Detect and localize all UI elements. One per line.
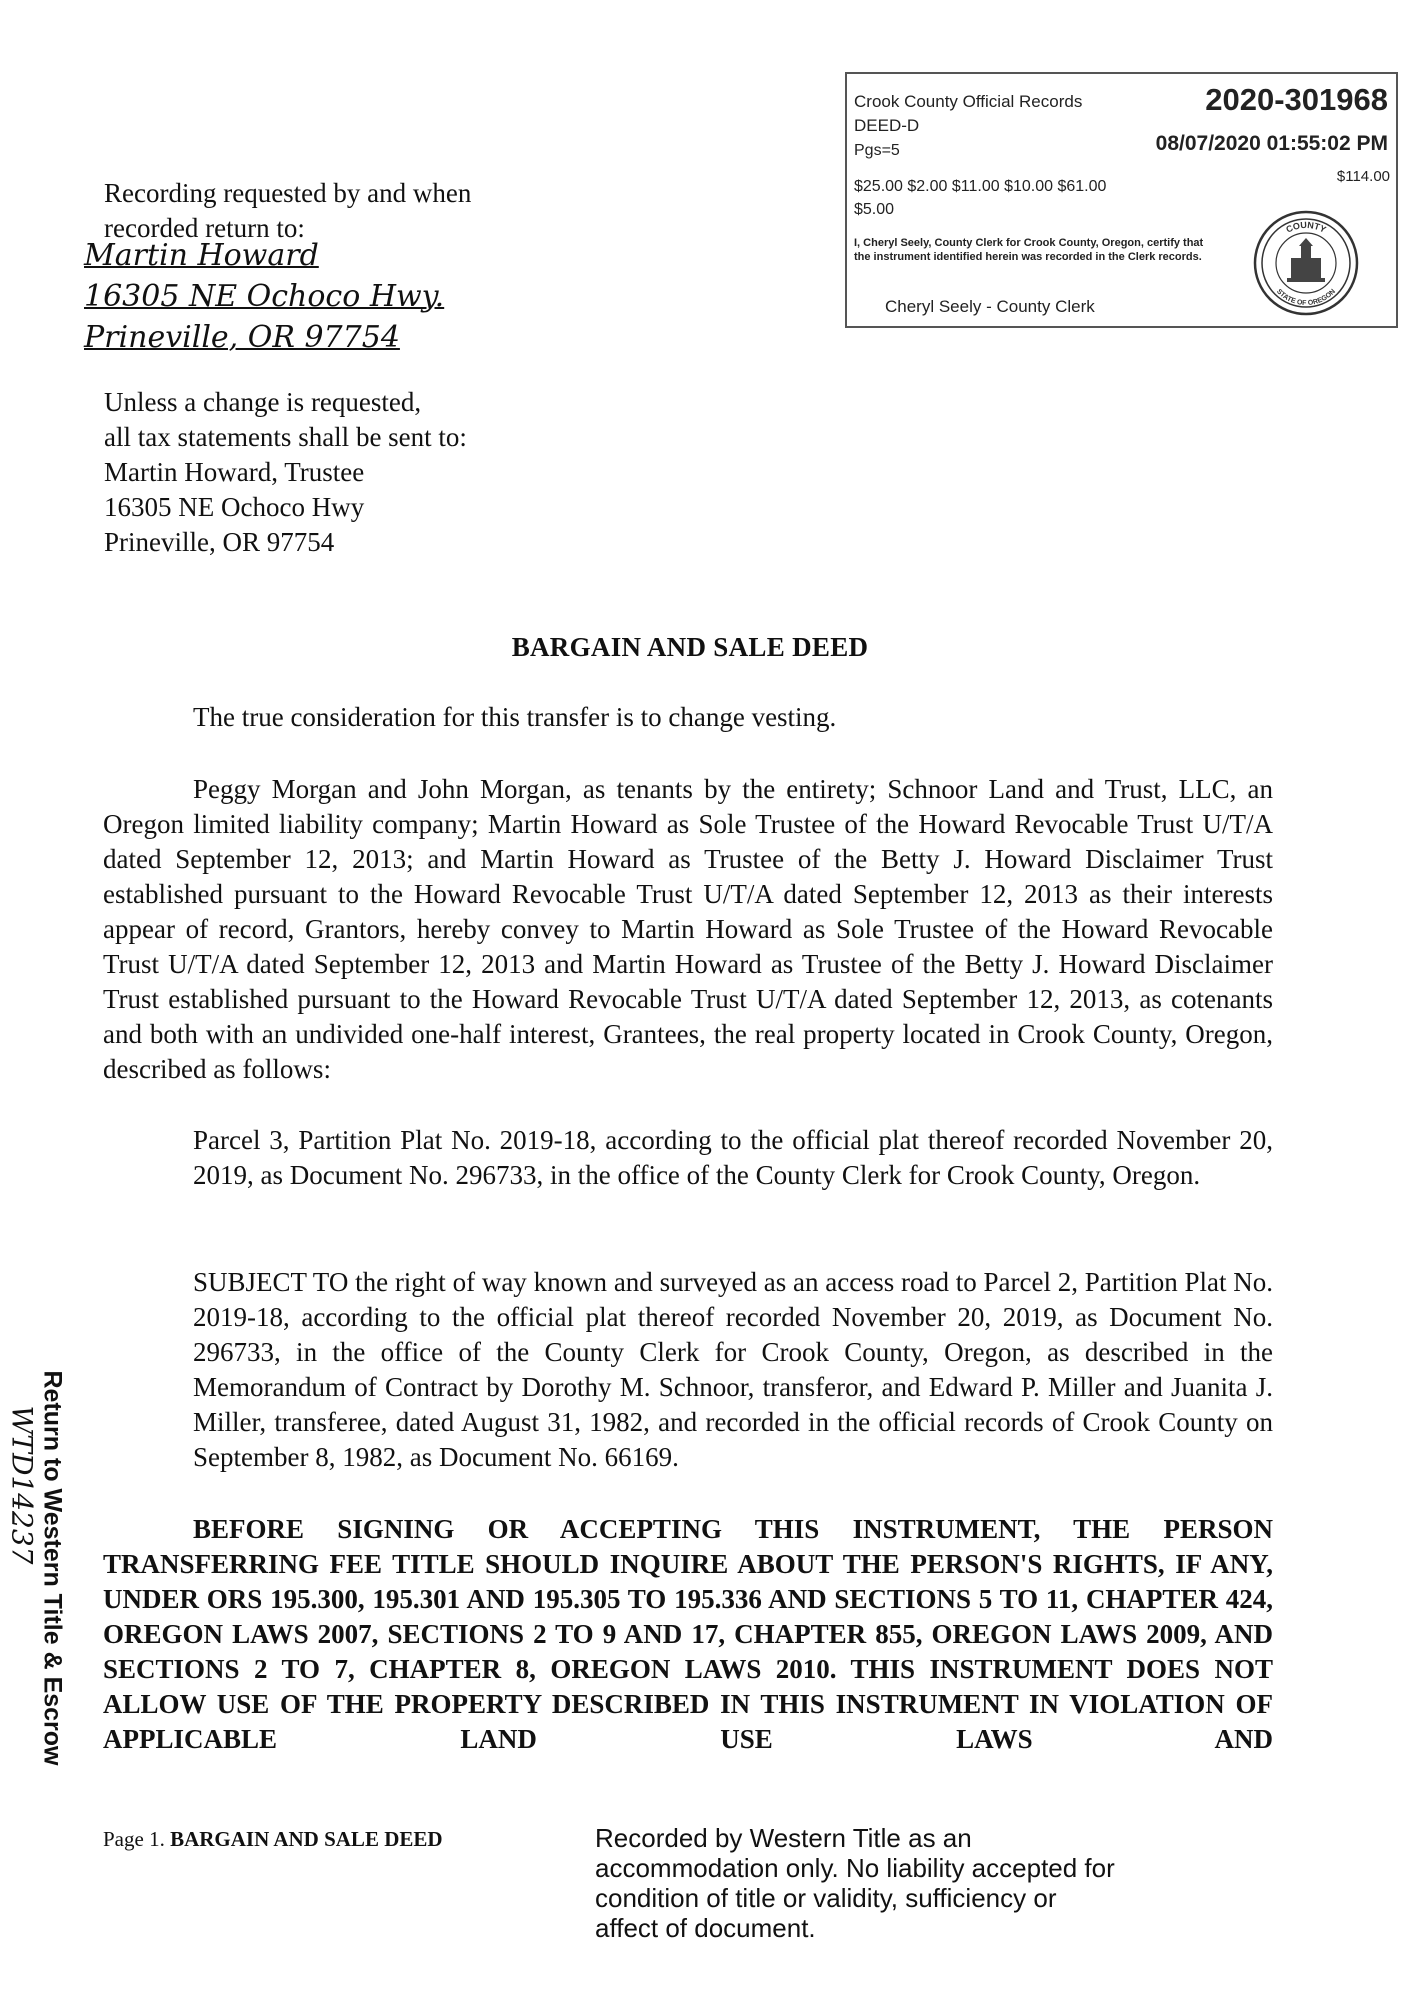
tax-line2: all tax statements shall be sent to: bbox=[104, 422, 467, 452]
county-seal-icon bbox=[1253, 210, 1359, 316]
recording-fees-extra: $5.00 bbox=[854, 201, 895, 218]
page-number: Page 1. bbox=[103, 1827, 165, 1851]
accommodation-stamp: Recorded by Western Title as an accommodation only. No liability accepted for condition of title or validity, sufficiency or affect of document. bbox=[595, 1823, 1115, 1943]
tax-line1: Unless a change is requested, bbox=[104, 387, 422, 417]
return-label-line1: Recording requested by and when bbox=[104, 178, 472, 208]
recording-office: Crook County Official Records bbox=[854, 92, 1083, 111]
recording-datetime: 08/07/2020 01:55:02 PM bbox=[1155, 132, 1388, 155]
document-type: DEED-D bbox=[854, 116, 920, 135]
page-count: Pgs=5 bbox=[854, 142, 900, 159]
handwritten-city: Prineville, OR 97754 bbox=[84, 320, 400, 355]
consideration-statement: The true consideration for this transfer is to change vesting. bbox=[193, 702, 837, 732]
svg-text:STATE OF OREGON bbox=[1275, 288, 1337, 307]
handwritten-file-number bbox=[2, 1385, 42, 1585]
margin-stamp-text: Return to Western Title & Escrow bbox=[38, 1370, 67, 1766]
footer-title: BARGAIN AND SALE DEED bbox=[170, 1827, 443, 1851]
file-number-text: WTD14237 bbox=[5, 1405, 39, 1565]
subject-to-paragraph: SUBJECT TO the right of way known and surveyed as an access road to Parcel 2, Partition Plat No. 2019-18, according to the official plat thereof recorded November 20, 2019, as Document No. 296733, in the office of the County Clerk for Crook County, Oregon, as described in the Memorandum of Contract by Dorothy M. Schnoor, transferor, and Edward P. Miller and Juanita J. Miller, transferee, dated August 31, 1982, and recorded in the official records of Crook County on September 8, 1982, as Document No. 66169. bbox=[193, 1267, 1273, 1472]
seal-bottom-text: STATE OF OREGON bbox=[1275, 288, 1337, 308]
tax-address2: Prineville, OR 97754 bbox=[104, 527, 335, 557]
tax-name: Martin Howard, Trustee bbox=[104, 457, 365, 487]
tax-address1: 16305 NE Ochoco Hwy bbox=[104, 492, 365, 522]
document-title: BARGAIN AND SALE DEED bbox=[511, 632, 869, 662]
clerk-name: Cheryl Seely - County Clerk bbox=[885, 297, 1095, 316]
recording-stamp bbox=[845, 72, 1398, 328]
ors-warning-paragraph: BEFORE SIGNING OR ACCEPTING THIS INSTRUMENT, THE PERSON TRANSFERRING FEE TITLE SHOULD INQUIRE ABOUT THE PERSON'S RIGHTS, IF ANY, UNDER ORS 195.300, 195.301 AND 195.305 TO 195.336 AND SECTIONS 5 TO 11, CHAPTER 424, OREGON LAWS 2007, SECTIONS 2 TO 9 AND 17, CHAPTER 855, OREGON LAWS 2009, AND SECTIONS 2 TO 7, CHAPTER 8, OREGON LAWS 2010. THIS INSTRUMENT DOES NOT ALLOW USE OF THE PROPERTY DESCRIBED IN THIS INSTRUMENT IN VIOLATION OF APPLICABLE LAND USE LAWS AND bbox=[103, 1514, 1273, 1754]
seal-top-text: COUNTY bbox=[1284, 219, 1328, 235]
recording-fees: $25.00 $2.00 $11.00 $10.00 $61.00 bbox=[854, 178, 1107, 195]
page-footer bbox=[103, 1827, 443, 1852]
clerk-certification: I, Cheryl Seely, County Clerk for Crook County, Oregon, certify that the instrument identified herein was recorded in the Clerk records. bbox=[854, 237, 1204, 263]
return-label-line2: recorded return to: bbox=[104, 213, 305, 243]
handwritten-name: Martin Howard bbox=[84, 238, 319, 273]
tax-statement-address bbox=[104, 385, 624, 560]
handwritten-return-address bbox=[84, 235, 564, 360]
handwritten-street: 16305 NE Ochoco Hwy. bbox=[84, 279, 445, 314]
parcel-description: Parcel 3, Partition Plat No. 2019-18, according to the official plat thereof recorded November 20, 2019, as Document No. 296733, in the office of the County Clerk for Crook County, Oregon. bbox=[193, 1125, 1273, 1190]
recording-total: $114.00 bbox=[1336, 168, 1390, 185]
conveyance-paragraph: Peggy Morgan and John Morgan, as tenants by the entirety; Schnoor Land and Trust, LLC, an Oregon limited liability company; Martin Howard as Sole Trustee of the Howard Revocable Trust U/T/A dated September 12, 2013; and Martin Howard as Trustee of the Betty J. Howard Disclaimer Trust established pursuant to the Howard Revocable Trust U/T/A dated September 12, 2013 as their interests appear of record, Grantors, hereby convey to Martin Howard as Sole Trustee of the Howard Revocable Trust U/T/A dated September 12, 2013 and Martin Howard as Trustee of the Betty J. Howard Disclaimer Trust established pursuant to the Howard Revocable Trust U/T/A dated September 12, 2013, as cotenants and both with an undivided one-half interest, Grantees, the real property located in Crook County, Oregon, described as follows: bbox=[103, 774, 1273, 1084]
document-number: 2020-301968 bbox=[1205, 82, 1388, 117]
